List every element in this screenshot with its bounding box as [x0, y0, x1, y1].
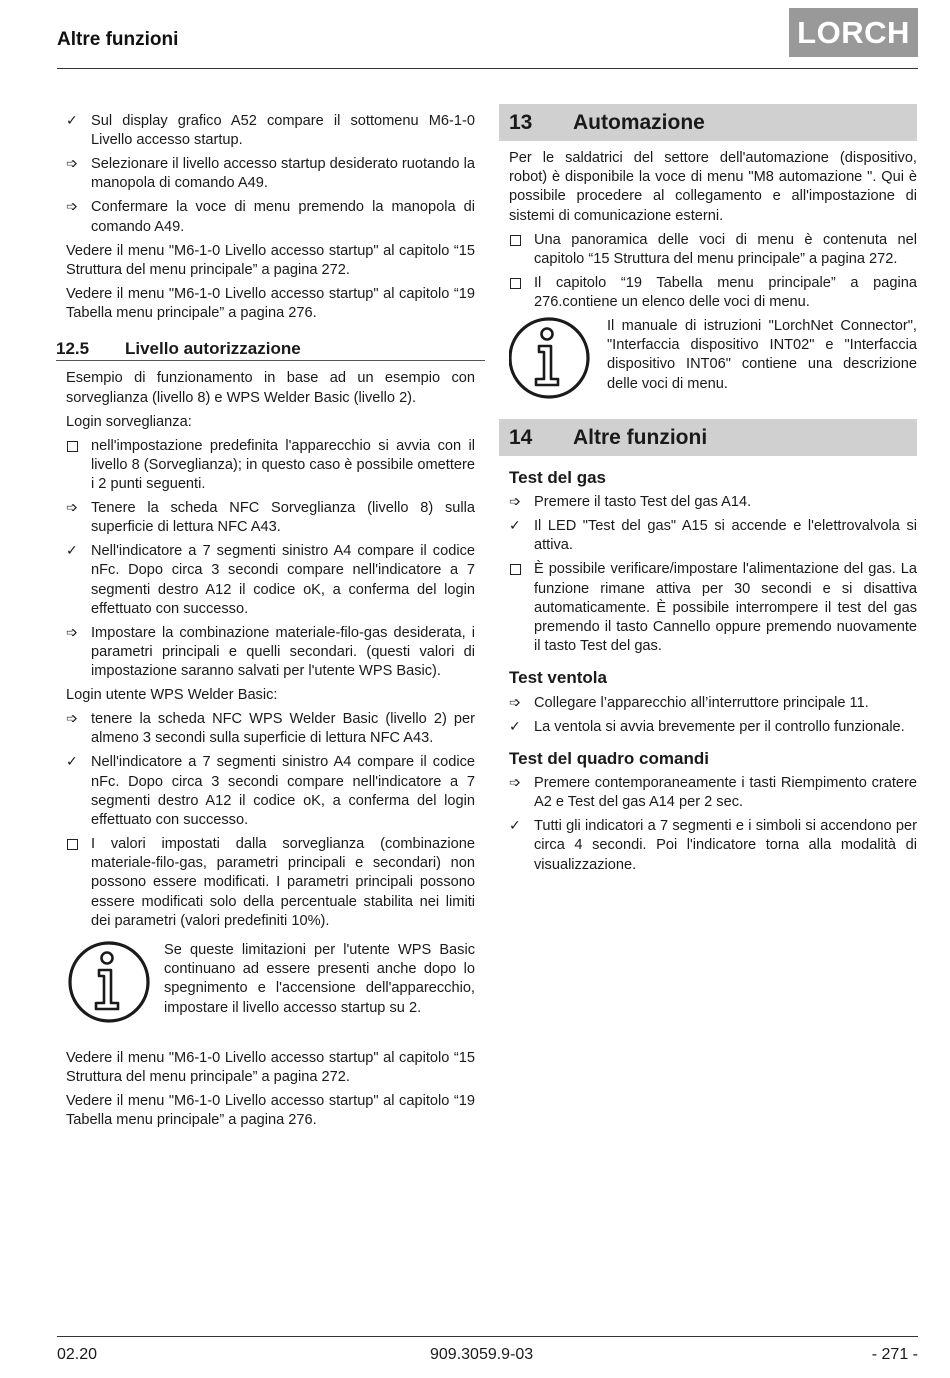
section-title: Livello autorizzazione [125, 339, 301, 359]
section-number: 14 [509, 425, 533, 449]
arrow-right-icon: ➩ [509, 494, 521, 511]
list-item [66, 437, 475, 495]
list-item [66, 542, 475, 619]
paragraph: Esempio di funzionamento in base ad un esempio con sorveglianza (livello 8) e WPS Welder Basic (livello 2). [66, 370, 475, 406]
fan-test-list [509, 694, 917, 737]
list-item-text: Nell'indicatore a 7 segmenti sinistro A4 compare il codice nFc. Dopo circa 3 secondi compare nell'indicatore a 7 segmenti destro A12 il codice oK, a conferma del login effettuato con successo. [91, 754, 475, 829]
list-item-text: tenere la scheda NFC WPS Welder Basic (livello 2) per almeno 3 secondi sulla superficie di lettura NFC A43. [91, 711, 475, 747]
login-basic-list [66, 710, 475, 931]
info-note [509, 317, 917, 399]
list-item [66, 155, 475, 193]
list-item-text: Sul display grafico A52 compare il sottomenu M6-1-0 Livello accesso startup. [91, 113, 475, 149]
list-item [509, 560, 917, 656]
list-item-text: Premere il tasto Test del gas A14. [534, 494, 752, 511]
section-title: Altre funzioni [573, 425, 708, 449]
list-item [509, 493, 917, 512]
checkmark-icon: ✓ [66, 113, 78, 129]
section-number: 12.5 [56, 339, 90, 359]
intro-list [66, 112, 475, 237]
paragraph: Vedere il menu "M6-1-0 Livello accesso startup" al capitolo “19 Tabella menu principale” a pagina 276. [66, 1093, 475, 1129]
list-item [509, 774, 917, 812]
paragraph: Per le saldatrici del settore dell'automazione (dispositivo, robot) è disponibile la voce di menu "M8 automazione ". Qui è possibile procedere al collegamento e all'impostazione di sistemi di comunicazione esterni. [509, 150, 917, 224]
list-item [66, 112, 475, 150]
info-icon [509, 317, 607, 399]
list-item [66, 624, 475, 682]
list-item [66, 198, 475, 236]
list-item [66, 499, 475, 537]
list-item [509, 694, 917, 713]
paragraph: Vedere il menu "M6-1-0 Livello accesso startup" al capitolo “19 Tabella menu principale” a pagina 276. [66, 285, 475, 322]
note-text: Se queste limitazioni per l'utente WPS Basic continuano ad essere presenti anche dopo lo spegnimento e l'accensione dell'apparecchio, impostare il livello accesso startup su 2. [164, 942, 475, 1016]
page-footer [57, 1336, 918, 1363]
section-heading-12-5 [56, 339, 485, 361]
footer-date: 02.20 [57, 1346, 98, 1363]
list-item-text: nell'impostazione predefinita l'apparecchio si avvia con il livello 8 (Sorveglianza); in questo caso è possibile omettere i 2 punti seguenti. [91, 437, 475, 493]
section-heading-14 [499, 419, 917, 456]
checkmark-icon: ✓ [66, 543, 78, 560]
gas-test-list [509, 493, 917, 656]
list-item-text: Confermare la voce di menu premendo la manopola di comando A49. [91, 199, 475, 235]
checkmark-icon: ✓ [509, 818, 521, 835]
arrow-right-icon: ➩ [66, 500, 78, 517]
section-number: 13 [509, 110, 533, 134]
panel-test-heading: Test del quadro comandi [509, 748, 709, 768]
right-column [509, 104, 917, 880]
note-text: Il manuale di istruzioni "LorchNet Connector", "Interfaccia dispositivo INT02" e "Interfaccia dispositivo INT06" contiene una descrizione delle voci di menu. [607, 318, 917, 392]
paragraph: Login sorveglianza: [66, 413, 192, 430]
footer-page-number: - 271 - [871, 1346, 918, 1363]
list-item-text: I valori impostati dalla sorveglianza (combinazione materiale-filo-gas, parametri principali e secondari) non possono essere modificati. I parametri principali possono essere modificati solo della percentuale stabilita nei limiti dei parametri (valori predefiniti 10%). [91, 836, 475, 929]
paragraph: Login utente WPS Welder Basic: [66, 687, 278, 704]
paragraph: Vedere il menu "M6-1-0 Livello accesso startup" al capitolo “15 Struttura del menu principale” a pagina 272. [66, 242, 475, 278]
checkmark-icon: ✓ [509, 518, 521, 535]
arrow-right-icon: ➩ [66, 711, 78, 728]
arrow-right-icon: ➩ [66, 156, 78, 173]
list-item [509, 817, 917, 875]
list-item-text: Nell'indicatore a 7 segmenti sinistro A4 compare il codice nFc. Dopo circa 3 secondi compare nell'indicatore a 7 segmenti destro A12 il codice oK, a conferma del login effettuato con successo. [91, 543, 475, 617]
arrow-right-icon: ➩ [66, 199, 78, 216]
list-item-text: Impostare la combinazione materiale-filo-gas desiderata, i parametri principali e quelli secondari. (questi valori di impostazione saranno salvati per l'utente WPS Basic). [91, 624, 475, 680]
footer-doc-code: 909.3059.9-03 [430, 1346, 534, 1363]
info-icon [66, 941, 164, 1023]
list-item [509, 274, 917, 312]
list-item-text: Collegare l’apparecchio all’interruttore principale 11. [534, 694, 869, 711]
info-note [66, 941, 475, 1023]
automation-list [509, 231, 917, 313]
paragraph: Vedere il menu "M6-1-0 Livello accesso startup" al capitolo “15 Struttura del menu principale” a pagina 272. [66, 1050, 475, 1086]
page-header [57, 0, 918, 69]
list-item-text: È possibile verificare/impostare l'alimentazione del gas. La funzione rimane attiva per 30 secondi e si disattiva automaticamente. È possibile interrompere il test del gas premendo il tasto Cannello oppure premendo nuovamente il tasto Test del gas. [534, 561, 917, 655]
lorch-logo: LORCH [789, 8, 918, 57]
arrow-right-icon: ➩ [66, 624, 78, 641]
fan-test-heading: Test ventola [509, 668, 607, 688]
section-title: Automazione [573, 110, 705, 134]
list-item-text: Tenere la scheda NFC Sorveglianza (livello 8) sulla superficie di lettura NFC A43. [91, 500, 475, 536]
list-item [66, 835, 475, 931]
panel-test-list [509, 774, 917, 875]
gas-test-heading: Test del gas [509, 468, 606, 488]
list-item-text: Una panoramica delle voci di menu è contenuta nel capitolo “15 Struttura del menu principale” a pagina 272. [534, 231, 917, 267]
list-item [509, 517, 917, 555]
list-item [66, 710, 475, 748]
list-item [66, 753, 475, 830]
list-item-text: La ventola si avvia brevemente per il controllo funzionale. [534, 718, 905, 735]
checkmark-icon: ✓ [509, 718, 521, 735]
section-heading-13 [499, 104, 917, 141]
list-item-text: Tutti gli indicatori a 7 segmenti e i simboli si accendono per circa 4 secondi. Poi l'indicatore torna alla modalità di visualizzazione. [534, 818, 917, 873]
login-supervision-list [66, 437, 475, 682]
list-item [509, 231, 917, 269]
left-column [56, 112, 475, 1135]
list-item-text: Premere contemporaneamente i tasti Riempimento cratere A2 e Test del gas A14 per 2 sec. [534, 775, 917, 811]
list-item-text: Il capitolo “19 Tabella menu principale” a pagina 276.contiene un elenco delle voci di menu. [534, 274, 917, 311]
page-title: Altre funzioni [57, 29, 179, 50]
arrow-right-icon: ➩ [509, 775, 521, 792]
list-item-text: Selezionare il livello accesso startup desiderato ruotando la manopola di comando A49. [91, 156, 475, 192]
list-item [509, 718, 917, 737]
arrow-right-icon: ➩ [509, 694, 521, 711]
list-item-text: Il LED "Test del gas" A15 si accende e l'elettrovalvola si attiva. [534, 518, 917, 554]
checkmark-icon: ✓ [66, 754, 78, 771]
